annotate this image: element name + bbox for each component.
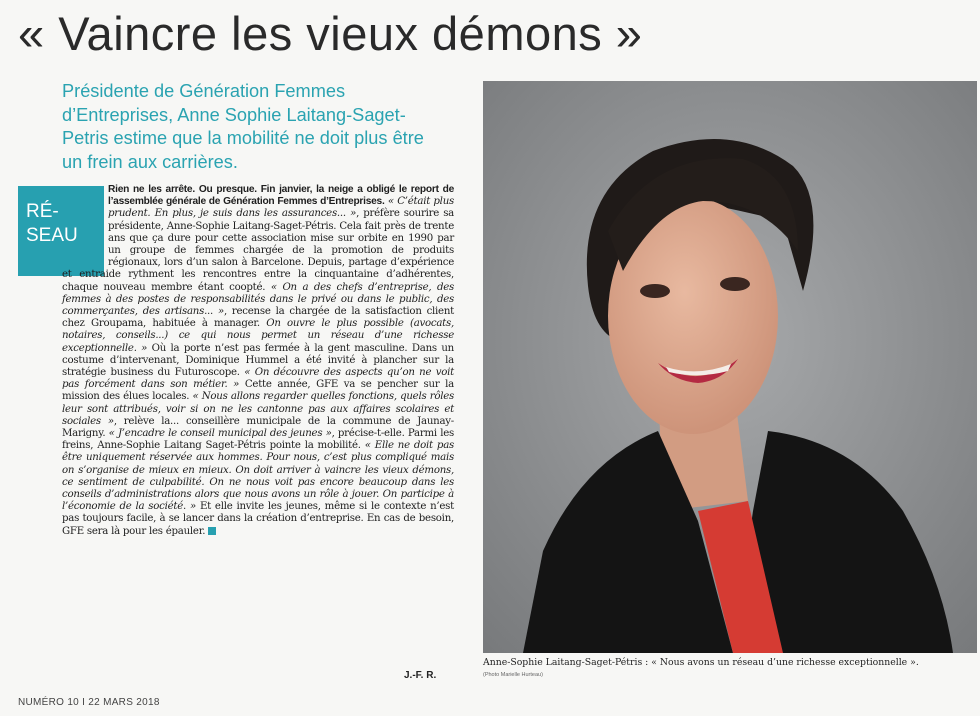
rubric-line-2: SEAU — [26, 225, 78, 246]
text-run: , recense la chargée de la satisfaction client chez Groupama, habituée à manager. — [62, 306, 454, 330]
end-square-icon — [208, 527, 216, 535]
quote: « J’encadre le conseil municipal des jeunes » — [108, 428, 332, 440]
quote: « Nous allons regarder quelles fonctions, quels rôles leur sont attribués, voir si on ne les cantonne pas aux affaires scolaires et sociales » — [62, 391, 454, 427]
rubric-spacer — [62, 184, 108, 266]
quote: « C’était plus prudent. En plus, je suis dans les assurances... » — [108, 196, 454, 220]
text-run: , préfère sourire sa présidente, Anne-Sophie Laitang-Saget-Pétris. Cela fait près de trente ans que ça dure pour cette association mise sur orbite en 1990 par un groupe de femmes chargée de la promotion de produits régionaux, lors d’un salon à Barcelone. Depuis, partage d’expérience et entraide rythment les rencontres entre la cinquantaine d’adhérentes, chaque nouveau membre étant coopté. — [62, 208, 454, 293]
text-run: , relève la... conseillère municipale de la commune de Jaunay-Marigny. — [62, 415, 454, 440]
text-run: Et elle invite les jeunes, même si le contexte n’est pas toujours facile, à se lancer dans la création d’entreprise. En cas de besoin, GFE sera là pour les épauler. — [62, 501, 454, 537]
text-run: , précise-t-elle. Parmi les freins, Anne-Sophie Laitang Saget-Pétris pointe la mobilité. — [62, 428, 454, 452]
portrait-photo — [483, 81, 977, 653]
text-run: Cette année, GFE va se pencher sur la mission des élues locales. — [62, 379, 454, 403]
author-signature: J.-F. R. — [404, 670, 437, 681]
lead-paragraph: Présidente de Génération Femmes d’Entreprises, Anne Sophie Laitang-Saget-Petris estime que la mobilité ne doit plus être un frein aux carrières. — [62, 81, 424, 172]
quote: On ouvre le plus possible (avocats, notaires, conseils...) ce qui nous permet un réseau d’une richesse exceptionnelle. » — [62, 318, 454, 354]
rubric-line-1: RÉ- — [26, 201, 59, 222]
article-body — [62, 184, 454, 538]
article-paragraph — [62, 184, 454, 538]
quote: « On a des chefs d’entreprise, des femmes à des postes de responsabilités dans le privé ou dans le public, des commerçantes, des artisans... » — [62, 281, 454, 318]
article-intro: Rien ne les arrête. Ou presque. Fin janvier, la neige a obligé le report de l’assemblée générale de Génération Femmes d’Entreprises. — [108, 184, 454, 208]
issue-folio: NUMÉRO 10 I 22 MARS 2018 — [18, 697, 160, 708]
quote: « Elle ne doit pas être uniquement réservée aux hommes. Pour nous, c’est plus compliqué mais on s’organise de mieux en mieux. On doit arriver à vaincre les vieux démons, ce sentiment de culpabilité. On ne nous voit pas encore beaucoup dans les conseils d’administrations alors que nous avons un rôle à jouer. On participe à l’économie de la société. » — [62, 440, 454, 513]
photo-credit: (Photo Marielle Hurteau) — [483, 672, 543, 678]
quote: « On découvre des aspects qu’on ne voit pas forcément dans son métier. » — [62, 367, 454, 391]
headline: « Vaincre les vieux démons » — [18, 7, 643, 60]
text-run: Où la porte n’est pas fermée à la gent masculine. Dans un costume d’intervenant, Dominique Hummel a été invité à plancher sur la stratégie business du Futuroscope. — [62, 342, 454, 379]
photo-caption: Anne-Sophie Laitang-Saget-Pétris : « Nous avons un réseau d’une richesse exceptionnelle ». — [483, 657, 919, 668]
